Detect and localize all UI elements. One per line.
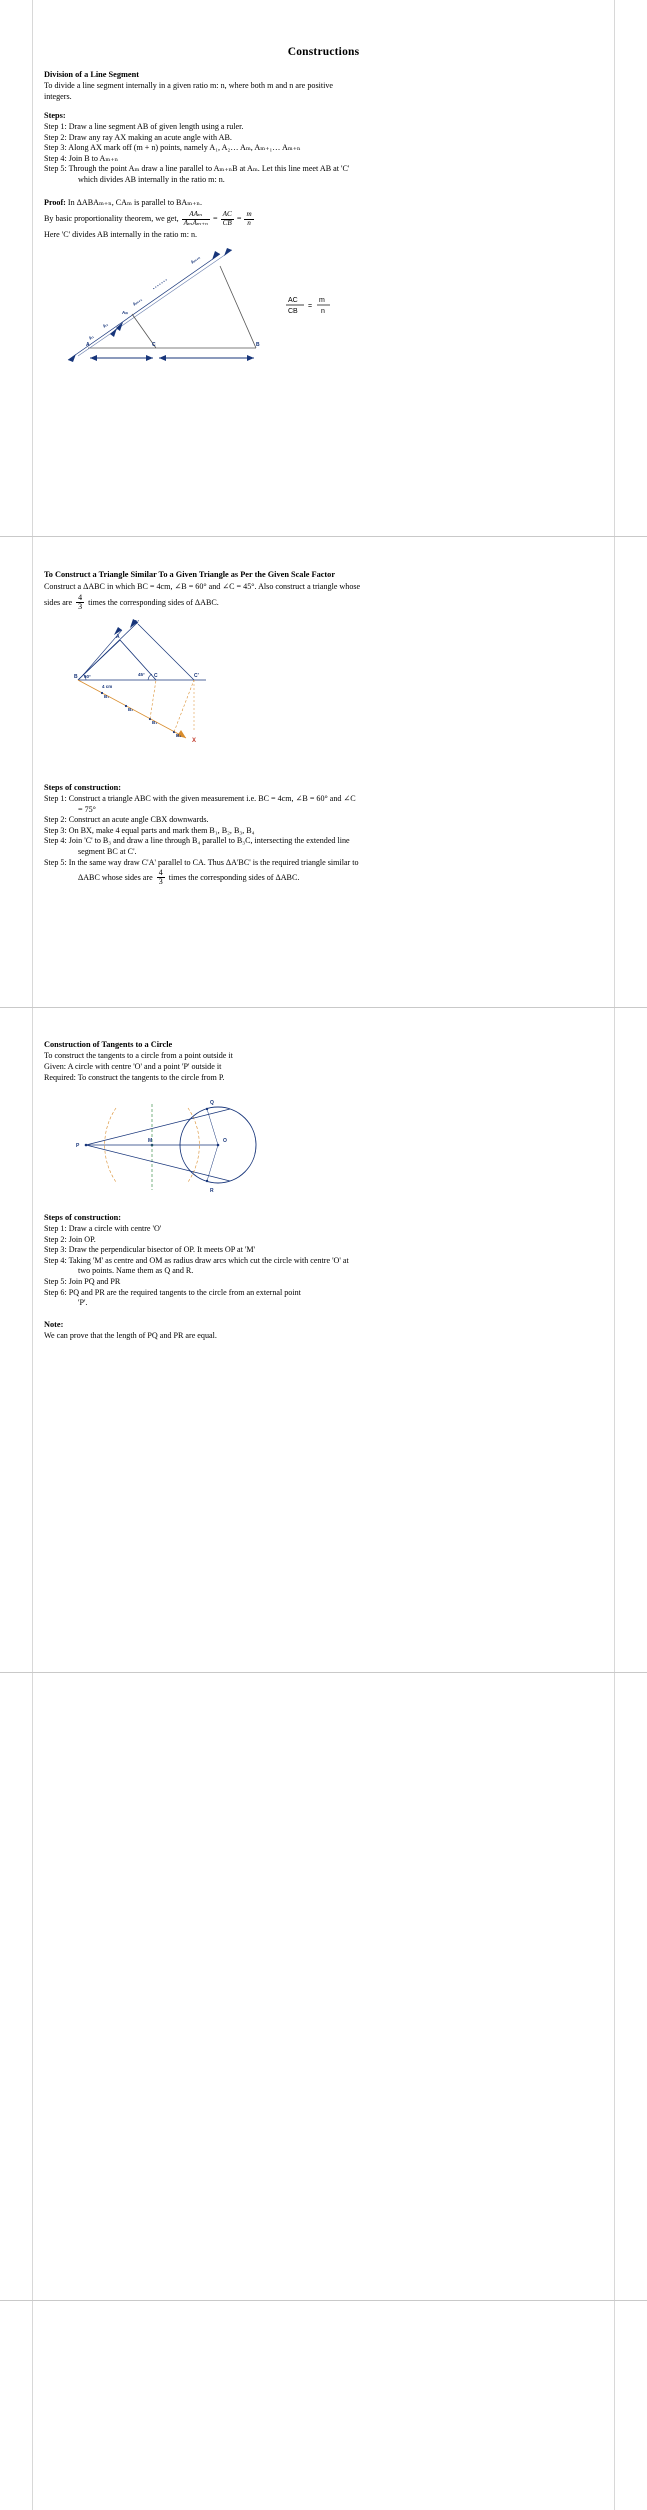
section2-intro-tail: times the corresponding sides of ΔABC. (88, 597, 219, 607)
section2-intro-lead: sides are (44, 597, 73, 607)
section1-heading: Division of a Line Segment (44, 70, 139, 79)
figure1-label-B: B (256, 342, 260, 348)
figure-tangents-to-circle (68, 1090, 348, 1205)
section2-step-1: Step 1: Construct a triangle ABC with the given measurement i.e. BC = 4cm, ∠B = 60° and ∠C (44, 794, 356, 803)
scale-factor-fraction-2 (157, 869, 165, 887)
proof-line-2-lead: By basic proportionality theorem, we get, (44, 214, 179, 223)
page-title: Constructions (287, 46, 360, 58)
section1-step-4: Step 4: Join B to Aₘ₊ₙ (44, 153, 119, 163)
figure2-label-B1: B₁ (104, 694, 110, 699)
fraction-cb-denominator: CB (222, 218, 232, 227)
section3-step-5: Step 5: Join PQ and PR (44, 1276, 121, 1286)
section1-step-5-cont: which divides AB internally in the ratio m: n. (78, 174, 225, 184)
section3-step-1: Step 1: Draw a circle with centre 'O' (44, 1224, 162, 1233)
figure3-label-R: R (210, 1188, 214, 1194)
note-text: We can prove that the length of PQ and PR are equal. (44, 1331, 217, 1340)
section2-step-2: Step 2: Construct an acute angle CBX downwards. (44, 815, 209, 825)
section2-step-5-cont (78, 869, 398, 887)
scale-factor-denominator: 3 (78, 602, 83, 612)
section3-heading: Construction of Tangents to a Circle (44, 1040, 173, 1049)
page-break-4 (0, 2300, 647, 2301)
section2-step-5: Step 5: In the same way draw C'A' parallel to CA. Thus ΔA'BC' is the required triangle similar to (44, 857, 359, 867)
figure-line-segment-division (60, 248, 360, 368)
scale-factor-2-numerator: 4 (158, 868, 163, 877)
section1-steps (44, 122, 364, 186)
proof-line-3: Here 'C' divides AB internally in the ratio m: n. (44, 230, 198, 239)
page-break-1 (0, 536, 647, 537)
figure1-label-Am1: Aₘ₊₁ (131, 296, 144, 307)
fraction-aam-numerator: AAₘ (182, 211, 210, 220)
figure3-label-M: M (148, 1138, 153, 1144)
section3-step-4-cont: two points. Name them as Q and R. (78, 1266, 194, 1276)
figure1-label-A1: A₁ (87, 333, 95, 341)
proof-line-1: In ΔABAₘ₊ₙ, CAₘ is parallel to BAₘ₊ₙ. (67, 198, 203, 207)
fraction-n-denominator: n (247, 218, 251, 227)
section1-step-1: Step 1: Draw a line segment AB of given length using a ruler. (44, 122, 244, 131)
section2-steps (44, 794, 374, 868)
fraction-ac-numerator: AC (222, 210, 232, 219)
figure2-angle-C: 45° (138, 672, 145, 677)
section2-intro-line2 (44, 594, 374, 612)
figure1-ratio-ac: AC (288, 297, 298, 304)
section3-given: Given: A circle with centre 'O' and a point 'P' outside it (44, 1062, 222, 1071)
figure1-ratio-equals: = (308, 303, 313, 310)
fraction-ac-cb (221, 211, 234, 227)
figure1-ratio-m: m (319, 297, 325, 304)
scale-factor-numerator: 4 (78, 593, 83, 602)
proof-label: Proof: (44, 198, 66, 207)
figure2-label-X: X (192, 738, 197, 744)
section3-intro: To construct the tangents to a circle from a point outside it (44, 1051, 233, 1060)
section2-steps-heading: Steps of construction: (44, 783, 121, 792)
section3-steps-heading: Steps of construction: (44, 1213, 121, 1222)
fraction-m-n (244, 211, 253, 227)
figure2-angle-B: 60° (84, 674, 91, 679)
figure2-label-B3: B₃ (152, 720, 158, 725)
figure2-label-C: C (154, 673, 158, 679)
section2-heading: To Construct a Triangle Similar To a Given Triangle as Per the Given Scale Factor (44, 570, 336, 579)
figure1-label-A: A (86, 342, 90, 348)
section2-step-5-tail: times the corresponding sides of ΔABC. (168, 872, 300, 882)
section2-step-3: Step 3: On BX, make 4 equal parts and mark them B₁, B₂, B₃, B₄ (44, 825, 255, 835)
figure-similar-triangle (60, 618, 360, 758)
figure1-label-C: C (152, 342, 156, 348)
figure2-side-BC: 4 cm (102, 684, 113, 689)
figure2-label-B2: B₂ (128, 707, 134, 712)
figure1-dots: • • • • • • • (151, 277, 169, 291)
section3-steps (44, 1224, 374, 1309)
figure3-label-P: P (76, 1143, 80, 1149)
figure1-label-Am: Aₘ (122, 310, 129, 315)
page-break-2 (0, 1007, 647, 1008)
figure1-ratio-cb: CB (288, 308, 298, 315)
section2-step-1-cont: = 75° (78, 804, 96, 814)
page-break-3 (0, 1672, 647, 1673)
figure3-label-Q: Q (210, 1100, 214, 1106)
section1-proof (44, 198, 374, 209)
fraction-m-numerator: m (246, 210, 252, 219)
fraction-aam (182, 211, 210, 227)
section2-step-4: Step 4: Join 'C' to B₃ and draw a line through B₄ parallel to B₃C, intersecting the extended line (44, 836, 350, 846)
fraction-aam-denominator: AₘAₘ₊ₙ (183, 218, 208, 227)
figure3-label-O: O (223, 1138, 227, 1144)
figure2-label-B: B (74, 674, 78, 680)
section2-step-4-cont: segment BC at C'. (78, 846, 137, 856)
section3-step-6: Step 6: PQ and PR are the required tangents to the circle from an external point (44, 1287, 301, 1297)
figure1-label-Amn: Aₘ₊ₙ (189, 254, 201, 265)
section3-step-3: Step 3: Draw the perpendicular bisector of OP. It meets OP at 'M' (44, 1245, 255, 1255)
section3-step-2: Step 2: Join OP. (44, 1234, 96, 1244)
section3-required: Required: To construct the tangents to the circle from P. (44, 1073, 225, 1082)
figure2-label-Cp: C' (194, 673, 199, 679)
section3-step-6-cont: 'P'. (78, 1298, 88, 1308)
section2-step-5-lead: ΔABC whose sides are (78, 872, 153, 882)
right-margin-rule (614, 0, 615, 2510)
scale-factor-2-denominator: 3 (158, 877, 163, 887)
scale-factor-fraction (76, 594, 84, 612)
figure2-label-B4: B₄ (176, 733, 182, 738)
section1-step-5: Step 5: Through the point Aₘ draw a line parallel to Aₘ₊ₙB at Aₘ. Let this line meet AB at 'C' (44, 164, 350, 174)
section1-proof-equation-row (44, 211, 384, 227)
section1-steps-heading: Steps: (44, 111, 66, 120)
section1-intro: To divide a line segment internally in a given ratio m: n, where both m and n are positive integers. (44, 81, 333, 101)
figure2-label-A: A (116, 634, 120, 640)
equals-sign-2: = (236, 214, 242, 223)
section2-intro-line1: Construct a ΔABC in which BC = 4cm, ∠B = 60° and ∠C = 45°. Also construct a triangle whose (44, 582, 361, 591)
section1-step-2: Step 2: Draw any ray AX making an acute angle with AB. (44, 132, 232, 142)
note-heading: Note: (44, 1320, 64, 1329)
equals-sign-1: = (213, 214, 218, 223)
figure2-label-Ap: A' (134, 620, 139, 626)
section3-step-4: Step 4: Taking 'M' as centre and OM as radius draw arcs which cut the circle with centre 'O' at (44, 1255, 349, 1265)
figure1-label-A2: A₂ (101, 321, 109, 329)
left-margin-rule (32, 0, 33, 2510)
figure1-ratio-n: n (321, 308, 325, 315)
section1-step-3: Step 3: Along AX mark off (m + n) points, namely A₁, A₂… Aₘ, Aₘ₊₁… Aₘ₊ₙ (44, 143, 301, 153)
